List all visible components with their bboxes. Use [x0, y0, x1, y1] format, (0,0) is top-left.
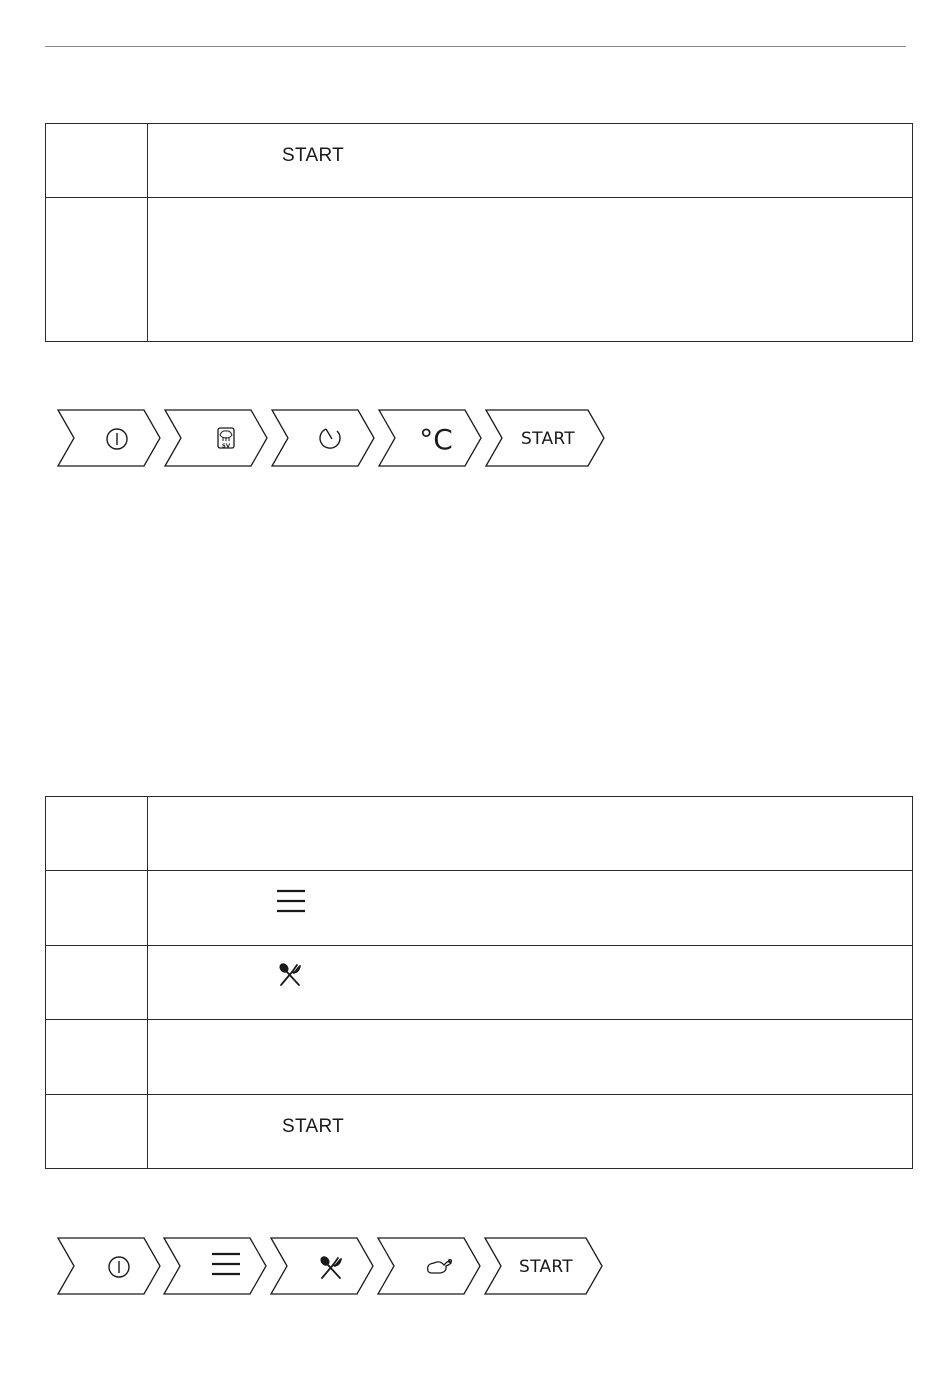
table-row	[46, 124, 913, 198]
start-button-label: START	[282, 145, 345, 166]
table-row	[46, 1020, 913, 1095]
menu-icon	[212, 1254, 240, 1274]
menu-icon	[276, 888, 306, 914]
power-icon	[107, 429, 127, 449]
step-number-cell	[46, 797, 148, 871]
sequence-step-1	[58, 410, 160, 466]
table-row	[46, 946, 913, 1020]
step-text-cell	[148, 797, 913, 871]
sequence-step-2	[164, 1238, 266, 1294]
start-step-label: START	[521, 429, 575, 449]
svg-text:SV: SV	[221, 443, 231, 450]
timer-icon	[320, 429, 340, 448]
cutlery-icon	[278, 963, 302, 987]
sequence-step-4	[378, 1238, 480, 1294]
step-number-cell	[46, 871, 148, 946]
sequence-step-3	[271, 1238, 373, 1294]
cutlery-icon	[320, 1256, 341, 1278]
table-row	[46, 1095, 913, 1169]
power-icon	[109, 1257, 129, 1277]
step-text-cell	[148, 1095, 913, 1169]
steps-table-1	[45, 123, 913, 342]
step-text-cell	[148, 124, 913, 198]
step-number-cell	[46, 1020, 148, 1095]
temperature-icon: °C	[419, 423, 453, 456]
table-row	[46, 797, 913, 871]
sequence-step-2	[165, 410, 267, 466]
start-step-label: START	[519, 1257, 573, 1277]
step-number-cell	[46, 124, 148, 198]
poultry-icon	[428, 1260, 452, 1273]
step-text-cell	[148, 946, 913, 1020]
step-number-cell	[46, 946, 148, 1020]
step-number-cell	[46, 1095, 148, 1169]
step-text-cell	[148, 198, 913, 342]
sequence-step-3	[272, 410, 374, 466]
button-sequence-2	[56, 1236, 608, 1296]
button-sequence-1	[56, 408, 608, 468]
start-button-label: START	[282, 1116, 345, 1137]
step-text-cell	[148, 871, 913, 946]
steps-table-2	[45, 796, 913, 1169]
table-row	[46, 198, 913, 342]
step-number-cell	[46, 198, 148, 342]
header-rule	[45, 46, 906, 47]
table-row	[46, 871, 913, 946]
step-text-cell	[148, 1020, 913, 1095]
steamify-sv-icon	[218, 428, 234, 450]
